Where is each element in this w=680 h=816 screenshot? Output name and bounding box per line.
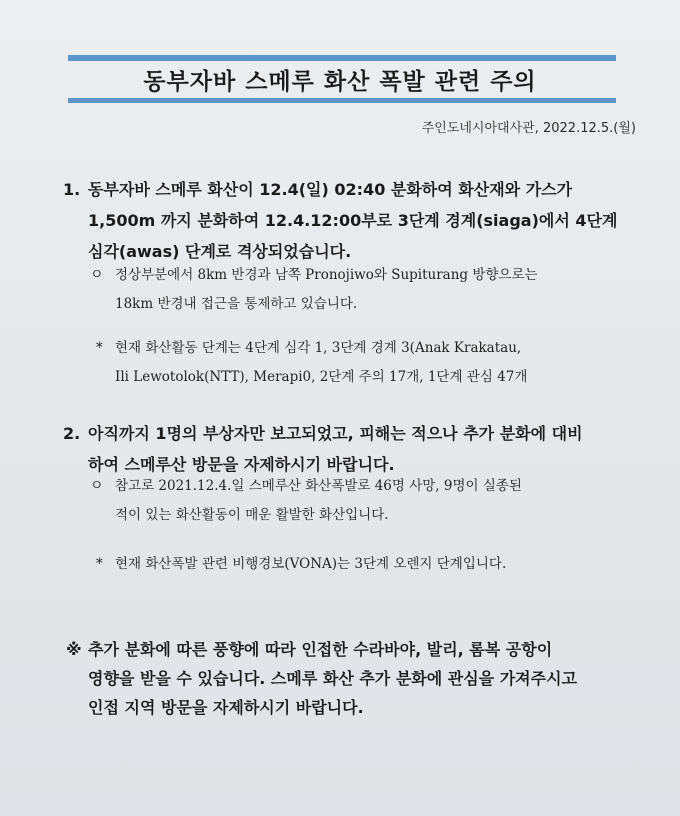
warning-line: 추가 분화에 따른 풍향에 따라 인접한 수라바야, 발리, 롬복 공항이 (88, 640, 553, 659)
section-2-detail-line: 적이 있는 화산활동이 매운 활발한 화산입니다. (115, 507, 389, 523)
section-1-line: 심각(awas) 단계로 격상되었습니다. (88, 242, 352, 261)
section-1-note (115, 334, 645, 392)
section-1-note-mark: * (96, 340, 103, 356)
section-1-detail-line: 18km 반경내 접근을 통제하고 있습니다. (115, 296, 358, 312)
warning-line: 영향을 받을 수 있습니다. 스메루 화산 추가 분화에 관심을 가져주시고 (88, 669, 577, 688)
warning-text (88, 635, 648, 722)
title-rule-bottom (68, 98, 616, 103)
section-2-line: 아직까지 1명의 부상자만 보고되었고, 피해는 적으나 추가 분화에 대비 (88, 424, 583, 443)
issuer-date: 주인도네시아대사관, 2022.12.5.(월) (421, 121, 636, 136)
section-2-note (115, 550, 645, 579)
warning-line: 인접 지역 방문을 자제하시기 바랍니다. (88, 698, 364, 717)
section-1-line: 동부자바 스메루 화산이 12.4(일) 02:40 분화하여 화산재와 가스가 (88, 180, 573, 199)
title-rule-top (68, 55, 616, 61)
section-2-number: 2. (63, 424, 81, 443)
section-1-detail (115, 261, 645, 319)
section-1-detail-line: 정상부분에서 8km 반경과 남쪽 Pronojiwo와 Supiturang 방향으로는 (115, 267, 538, 283)
section-2-bullet: ㅇ (90, 478, 104, 494)
section-2-text (88, 418, 648, 480)
section-2-note-mark: * (96, 556, 103, 572)
section-2-detail-line: 참고로 2021.12.4.일 스메루산 화산폭발로 46명 사망, 9명이 실종된 (115, 478, 522, 494)
section-1-note-line: Ili Lewotolok(NTT), Merapi0, 2단계 주의 17개, 1단계 관심 47개 (115, 369, 528, 385)
section-1-number: 1. (63, 180, 81, 199)
section-2-detail (115, 472, 645, 530)
section-1-line: 1,500m 까지 분화하여 12.4.12:00부로 3단계 경계(siaga)에서 4단계 (88, 211, 618, 230)
page-title: 동부자바 스메루 화산 폭발 관련 주의 (143, 69, 537, 95)
section-2-note-line: 현재 화산폭발 관련 비행경보(VONA)는 3단계 오렌지 단계입니다. (115, 556, 507, 572)
section-1-note-line: 현재 화산활동 단계는 4단계 심각 1, 3단계 경계 3(Anak Krakatau, (115, 340, 522, 356)
warning-mark: ※ (66, 640, 82, 659)
section-2-line: 하여 스메루산 방문을 자제하시기 바랍니다. (88, 455, 395, 474)
section-1-text (88, 174, 648, 267)
section-1-bullet: ㅇ (90, 267, 104, 283)
